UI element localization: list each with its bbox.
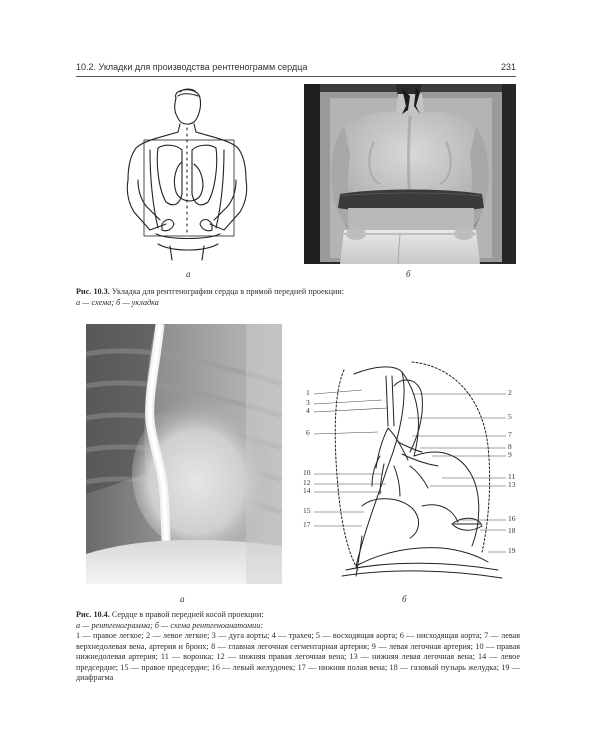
scheme-label-3: 3 <box>306 398 310 407</box>
scheme-label-18: 18 <box>508 526 516 535</box>
scheme-label-9: 9 <box>508 450 512 459</box>
figure-10-3-caption-number: Рис. 10.3. <box>76 287 110 296</box>
scheme-label-2: 2 <box>508 388 512 397</box>
figure-10-4-caption-number: Рис. 10.4. <box>76 610 110 619</box>
scheme-label-16: 16 <box>508 514 516 523</box>
scheme-label-10: 10 <box>303 468 311 477</box>
figure-10-3-b-photo <box>304 84 516 264</box>
figure-10-4-caption <box>76 610 520 684</box>
figure-10-3-caption-parts: а — схема; б — укладка <box>76 297 159 307</box>
scheme-label-4: 4 <box>306 406 310 415</box>
figure-10-4-caption-legend: 1 — правое легкое; 2 — левое легкое; 3 — дуга аорты; 4 — трахея; 5 — восходящая аорта; 6 — нисходящая аорта; 7 — левая верхнедолевая вена, артерия и бронх; 8 — главная легочная сегментарная артерия; 9 — левая легочная артерия; 10 — правая нижнедолевая артерия; 11 — воронка; 12 — нижняя правая легочная вена; 13 — нижняя левая легочная вена; 14 — левое предсердие; 15 — правое предсердие; 16 — левый желудочек; 17 — нижняя полая вена; 18 — газовый пузырь желудка; 19 — диафрагма <box>76 631 520 682</box>
figure-10-3-label-b: б <box>406 269 411 279</box>
patient-positioning-photo <box>304 84 516 264</box>
figure-10-3-a-schematic <box>110 84 268 264</box>
figure-10-3-caption <box>76 287 516 308</box>
chest-radiograph <box>86 324 282 584</box>
figure-10-4-a-radiograph <box>86 324 282 584</box>
heart-anatomy-scheme <box>302 356 524 588</box>
figure-10-4-label-a: а <box>180 594 185 604</box>
figure-10-3-label-a: а <box>186 269 191 279</box>
figure-10-4-b-scheme <box>302 356 524 588</box>
scheme-label-5: 5 <box>508 412 512 421</box>
patient-back-schematic <box>110 84 268 264</box>
figure-10-4-caption-parts: а — рентгенограмма; б — схема рентгеноанатомии: <box>76 620 264 630</box>
scheme-label-15: 15 <box>303 506 311 515</box>
scheme-label-14: 14 <box>303 486 311 495</box>
scheme-label-7: 7 <box>508 430 512 439</box>
scheme-label-13: 13 <box>508 480 516 489</box>
scheme-label-12: 12 <box>303 478 311 487</box>
page-number: 231 <box>500 62 516 72</box>
scheme-label-17: 17 <box>303 520 311 529</box>
figure-10-4-label-b: б <box>402 594 407 604</box>
scheme-label-8: 8 <box>508 442 512 451</box>
scheme-label-1: 1 <box>306 388 310 397</box>
scheme-label-19: 19 <box>508 546 516 555</box>
running-header-title: 10.2. Укладки для производства рентгенограмм сердца <box>76 62 308 72</box>
figure-10-3-caption-title: Укладка для рентгенографии сердца в прямой передней проекции: <box>111 287 345 296</box>
figure-10-4-caption-title: Сердце в правой передней косой проекции: <box>111 610 264 619</box>
running-header <box>76 62 516 77</box>
scheme-label-6: 6 <box>306 428 310 437</box>
scheme-label-11: 11 <box>508 472 516 481</box>
